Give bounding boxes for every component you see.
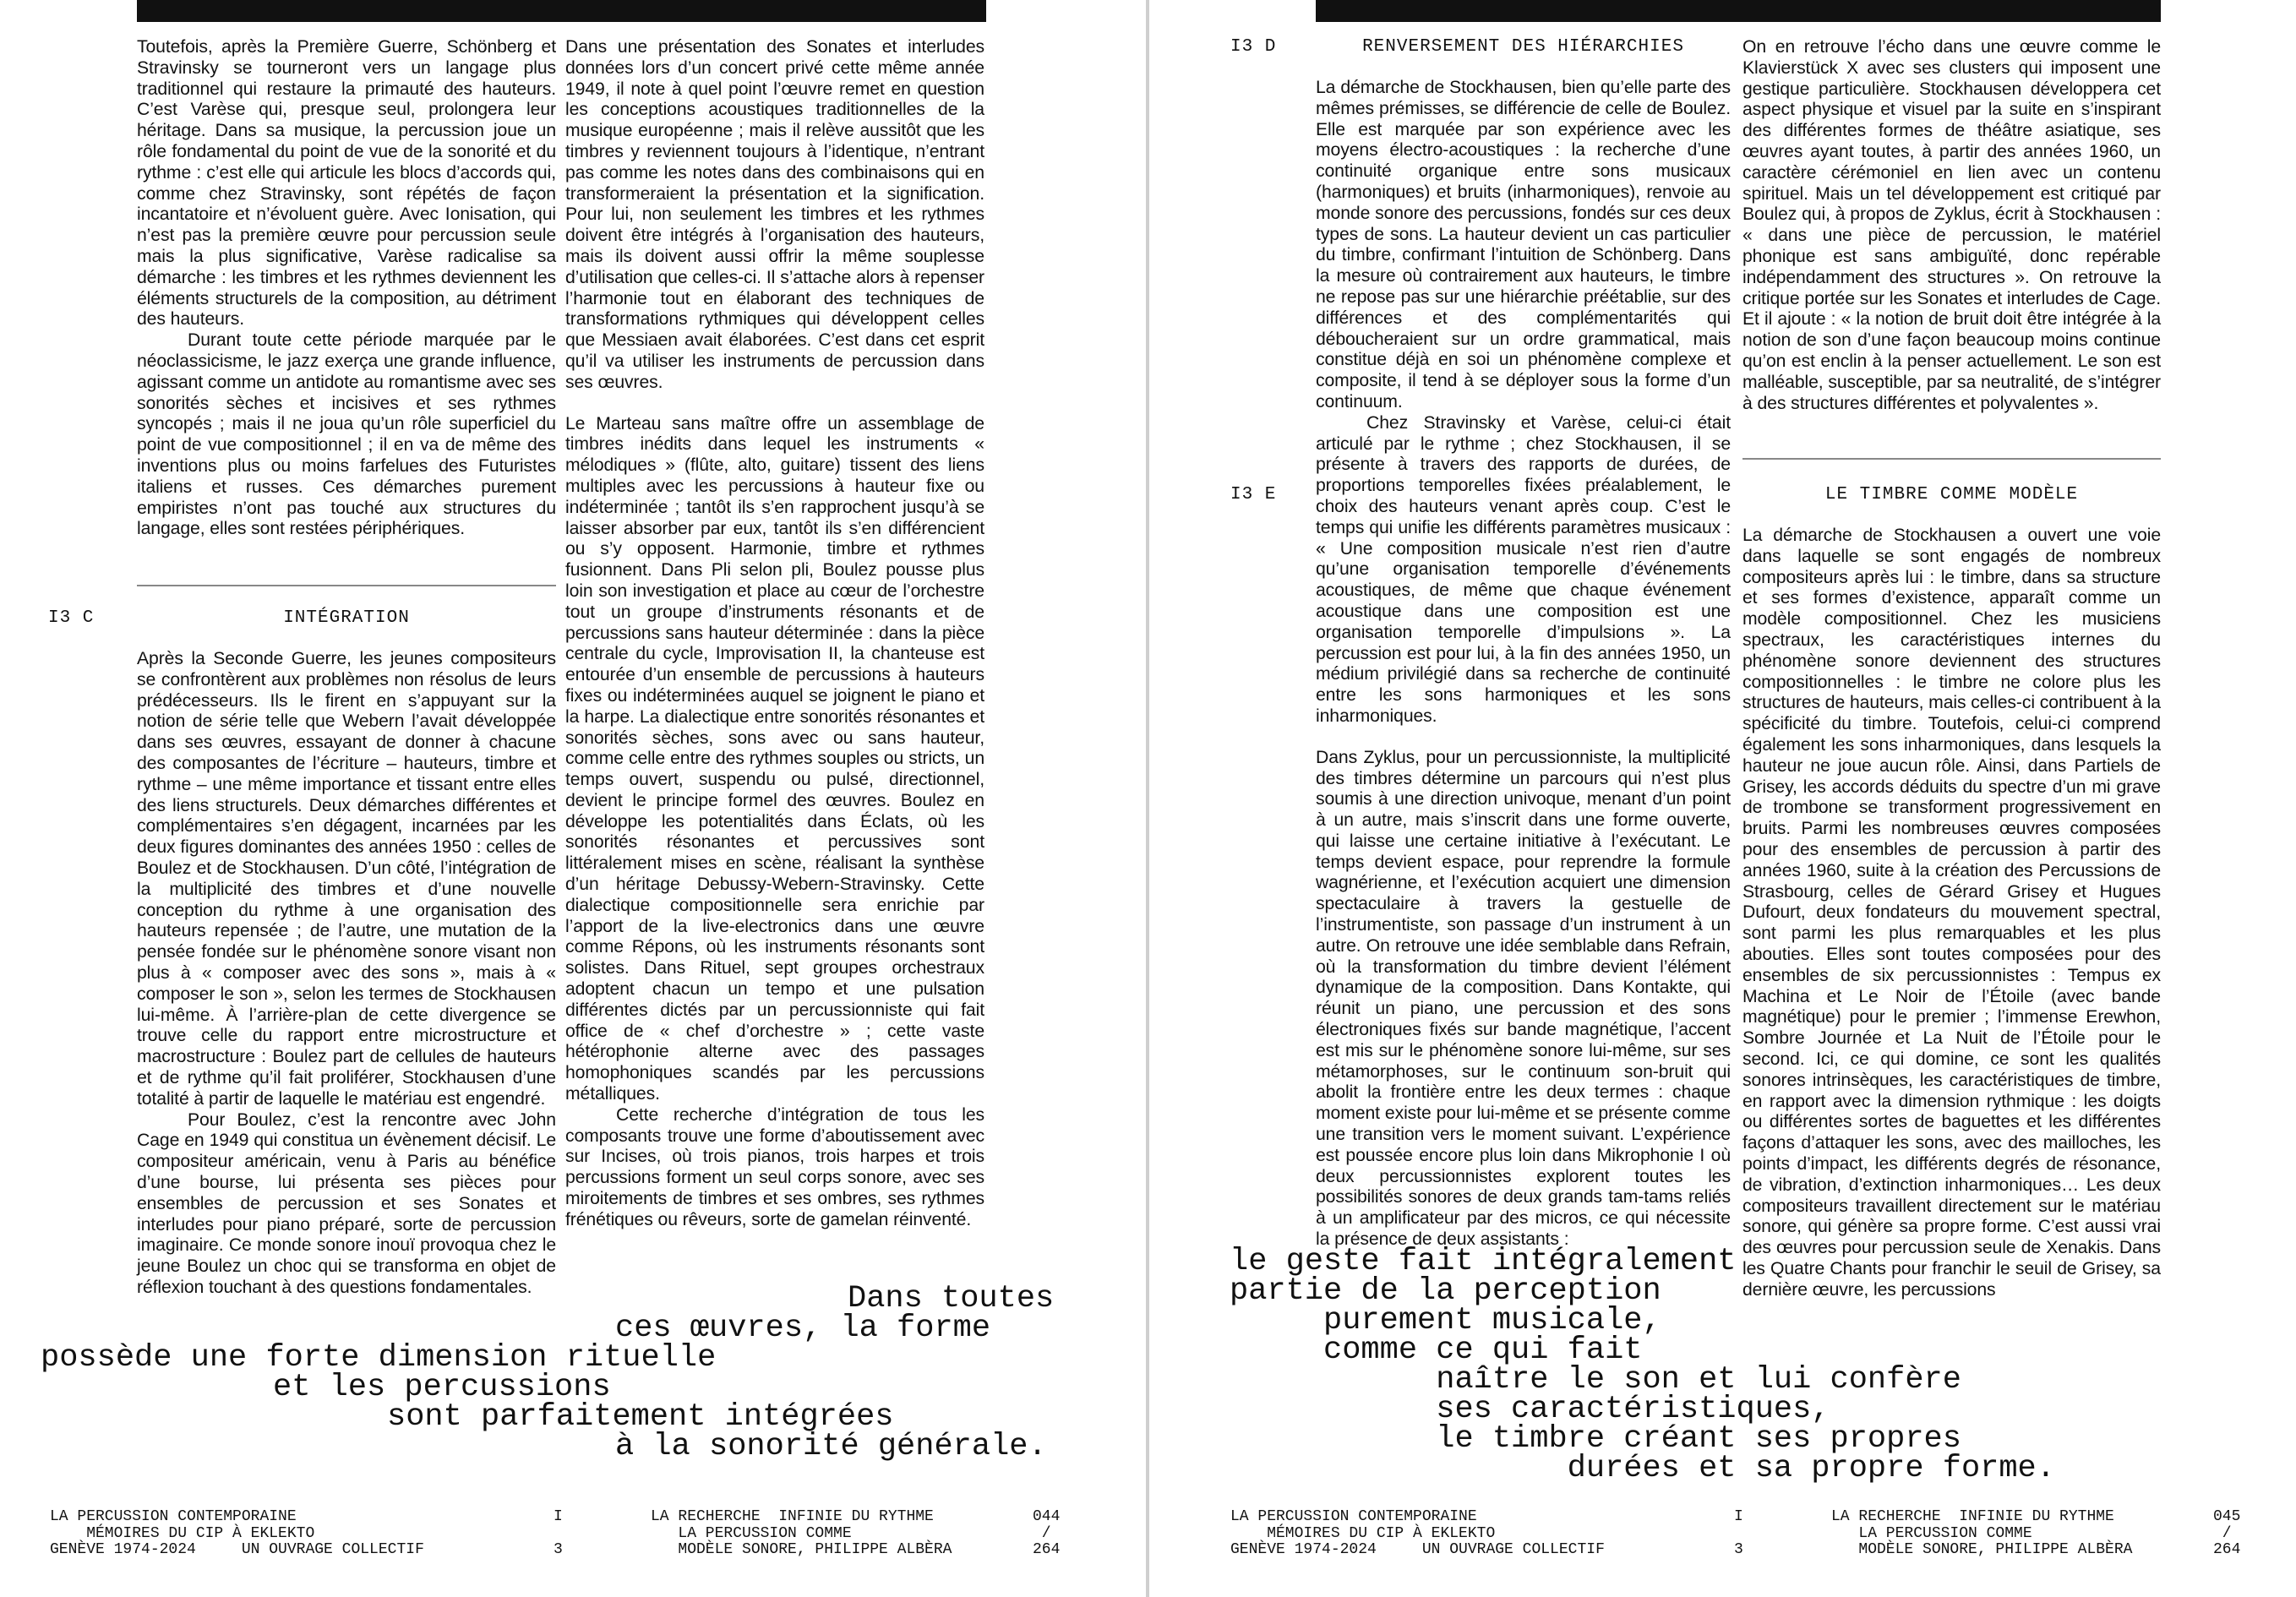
paragraph: La démarche de Stockhausen, bien qu’elle parte des mêmes prémisses, se différencie de celle de Boulez. Elle est marquée par son expérience avec les moyens électro-acoustiques : la recherche d’une continuité organique entre sons musicaux (harmoniques) et bruits (inharmoniques), renvoie au monde sonore des percussions, fondés sur ces deux types de sons. La hauteur devient un cas particulier du timbre, confirmant l’intuition de Schönberg. Dans la mesure où contrairement aux hauteurs, le timbre ne repose pas sur une hiérarchie préétablie, sur des différences et des complémentarités qui déboucheraient sur un ordre grammatical, mais constitue déjà en soi un phénomène complexe et composite, il tend à se déployer sous la forme d’un continuum.: [1316, 78, 1731, 412]
pull-quote-line: ses caractéristiques,: [1230, 1392, 1830, 1427]
right-column-2-section-e: [1742, 526, 2161, 1300]
footer-part: I 3: [1734, 1508, 1743, 1558]
paragraph: On en retrouve l’écho dans une œuvre comme le Klavierstück X avec ses clusters qui imposent une gestique particulière. Stockhausen développera cet aspect physique et visuel par la suite en s’inspirant des différentes formes de théâtre asiatique, ses œuvres ayant toutes, à partir des années 1960, un caractère cérémoniel en lien avec un contenu spirituel. Mais un tel développement est critiqué par Boulez qui, à propos de Zyklus, écrit à Stockhausen : « dans une pièce de percussion, le matériel phonique est sans ambiguïté, donc repérable indépendamment des structures ». On retrouve la critique portée sur les Sonates et interludes de Cage. Et il ajoute : « la notion de bruit doit être intégrée à la notion de son d’une façon beaucoup moins continue qu’on est enclin à la penser actuellement. Le son est malléable, susceptible, par sa neutralité, de s’intégrer à des structures différentes et polyvalentes ».: [1742, 37, 2161, 413]
paragraph: Toutefois, après la Première Guerre, Schönberg et Stravinsky se tourneront vers un langage plus traditionnel qui restaure la primauté des hauteurs. C’est Varèse qui, presque seul, prolongera leur héritage. Dans sa musique, la percussion joue un rôle fondamental du point de vue de la sonorité et du rythme : c’est elle qui articule les blocs d’accords qui, comme chez Stravinsky, sont répétés de façon incantatoire et n’évoluent guère. Avec Ionisation, qui n’est pas la première œuvre pour percussion seule mais la plus significative, Varèse radicalise sa démarche : les timbres et les rythmes deviennent les éléments structurels de la composition, au détriment des hauteurs.: [137, 37, 556, 330]
top-black-bar: [1316, 0, 2161, 22]
footer-page-number: 044 / 264: [1033, 1508, 1061, 1558]
section-title: LE TIMBRE COMME MODÈLE: [1824, 485, 2079, 504]
pull-quote-text: [41, 1281, 1055, 1464]
pull-quote: [1230, 1244, 2277, 1486]
right-column-2: [1742, 37, 2161, 414]
footer-chapter: LA RECHERCHE INFINIE DU RYTHME LA PERCUSSION COMME MODÈLE SONORE, PHILIPPE ALBÈRA: [1831, 1508, 2133, 1558]
paragraph: Après la Seconde Guerre, les jeunes compositeurs se confrontèrent aux problèmes non résolus de leurs prédécesseurs. Ils le firent en s’appuyant sur la notion de série telle que Webern l’avait développée dans ses œuvres, essayant de donner à chacune des composantes de l’écriture – hauteurs, timbre et rythme – une même importance et tissant entre elles des liens structurels. Deux démarches différentes et complémentaires s’en dégagent, incarnées par les deux figures dominantes des années 1950 : celles de Boulez et de Stockhausen. D’un côté, l’intégration de la multiplicité des timbres et d’une nouvelle conception du rythme à une organisation des hauteurs repensée ; de l’autre, une mutation de la pensée fondée sur le phénomène sonore visant non plus à « composer avec des sons », mais à « composer le son », selon les termes de Stockhausen lui-même. À l’arrière-plan de cette divergence se trouve celle du rapport entre microstructure et macrostructure : Boulez part de cellules de hauteurs et de rythme qu’il fait proliférer, Stockhausen d’une totalité à partir de laquelle le matériau est engendré.: [137, 649, 556, 1109]
section-rule: [1742, 458, 2161, 460]
section-code: I3 E: [1230, 485, 1277, 504]
footer-book-title: LA PERCUSSION CONTEMPORAINE MÉMOIRES DU CIP À EKLEKTO GENÈVE 1974-2024 UN OUVRAGE COLLECTIF: [1230, 1508, 1605, 1558]
pull-quote-line: purement musicale,: [1230, 1303, 1661, 1338]
pull-quote-line: Dans toutes: [848, 1281, 1055, 1316]
paragraph: Pour Boulez, c’est la rencontre avec John Cage en 1949 qui constitua un évènement décisif. Le compositeur américain, venu à Paris au bénéfice d’une bourse, lui présenta ses pièces pour ensembles de percussion et ses Sonates et interludes pour piano préparé, sorte de percussion imaginaire. Ce monde sonore inouï provoqua chez le jeune Boulez un choc qui se transforma en objet de réflexion touchant à des questions fondamentales.: [137, 1109, 556, 1297]
footer-book-title: LA PERCUSSION CONTEMPORAINE MÉMOIRES DU CIP À EKLEKTO GENÈVE 1974-2024 UN OUVRAGE COLLECTIF: [50, 1508, 424, 1558]
paragraph: Durant toute cette période marquée par le néoclassicisme, le jazz exerça une grande influence, agissant comme un antidote au romantisme avec ses sonorités sèches et incisives et ses rythmes syncopés ; mais il ne joua qu’un rôle superficiel du point de vue compositionnel ; il en va de même des inventions plus ou moins farfelues des Futuristes italiens et russes. Ces démarches purement empiristes n’ont pas touché aux structures du langage, elles sont restées périphériques.: [137, 330, 556, 539]
pull-quote-line: ces œuvres, la forme: [615, 1311, 991, 1346]
left-column-1-section-c: [137, 649, 556, 1299]
section-code: I3 C: [48, 608, 95, 628]
right-page: [1149, 0, 2296, 1597]
paragraph: Chez Stravinsky et Varèse, celui-ci était articulé par le rythme ; chez Stockhausen, il se présente à travers des rapports de durées, de proportions temporelles fixées préalablement, le choix des hauteurs venant après coup. C’est le temps qui unifie les différents paramètres musicaux : « Une composition musicale n’est rien d’autre qu’une organisation temporelle d’événements acoustiques, de même que chaque événement acoustique dans une composition est une organisation temporelle d’impulsions ». La percussion est pour lui, à la fin des années 1950, un médium privilégié dans sa recherche de continuité entre les sons harmoniques et les sons inharmoniques.: [1316, 412, 1731, 726]
left-column-2: [565, 37, 984, 1231]
pull-quote-line: comme ce qui fait: [1230, 1333, 1643, 1368]
pull-quote-line: le geste fait intégralement: [1230, 1244, 1737, 1279]
pull-quote-line: naître le son et lui confère: [1230, 1362, 1961, 1398]
section-title: INTÉGRATION: [283, 608, 410, 628]
paragraph: Cette recherche d’intégration de tous les composants trouve une forme d’aboutissement avec sur Incises, où trois pianos, trois harpes et trois percussions forment un seul corps sonore, avec ses miroitements de timbres et ses ombres, ses rythmes frénétiques ou rêveurs, sorte de gamelan réinventé.: [565, 1104, 984, 1229]
section-title: RENVERSEMENT DES HIÉRARCHIES: [1362, 37, 1684, 57]
pull-quote-line: à la sonorité générale.: [615, 1429, 1047, 1464]
pull-quote-line: possède une forte dimension rituelle: [41, 1340, 717, 1376]
right-column-1: [1316, 78, 1731, 1251]
pull-quote-line: partie de la perception: [1230, 1273, 1661, 1309]
left-page: [0, 0, 1146, 1597]
footer-chapter: LA RECHERCHE INFINIE DU RYTHME LA PERCUSSION COMME MODÈLE SONORE, PHILIPPE ALBÈRA: [651, 1508, 952, 1558]
pull-quote: [41, 1281, 1055, 1464]
footer-page-number: 045 / 264: [2213, 1508, 2241, 1558]
top-black-bar: [137, 0, 986, 22]
pull-quote-line: le timbre créant ses propres: [1230, 1421, 1961, 1457]
paragraph: Dans une présentation des Sonates et interludes données lors d’un concert privé cette même année 1949, il note à quel point l’œuvre remet en question les conceptions acoustiques traditionnelles de la musique européenne ; mais il relève aussitôt que les timbres y reviennent toujours à l’identique, n’entrant pas comme les notes dans des combinaisons qui en transformeraient la présentation et la signification. Pour lui, non seulement les timbres et les rythmes doivent être intégrés à l’organisation des hauteurs, mais ils doivent aussi offrir la même souplesse d’utilisation que celles-ci. Il s’attache alors à repenser l’harmonie tout en élaborant des techniques de transformations rythmiques qui développent celles que Messiaen avait élaborées. C’est dans cet esprit qu’il va utiliser les instruments de percussion dans ses œuvres.: [565, 37, 984, 392]
section-rule: [137, 585, 556, 586]
pull-quote-line: et les percussions: [273, 1370, 611, 1405]
paragraph: La démarche de Stockhausen a ouvert une voie dans laquelle se sont engagés de nombreux compositeurs après lui : le timbre, dans sa structure et ses formes d’existence, apparaît comme un modèle compositionnel. Chez les musiciens spectraux, les caractéristiques internes du phénomène sonore deviennent des structures compositionnelles : le timbre ne colore plus les structures de hauteurs, mais celles-ci contribuent à la spécificité du timbre. Toutefois, celui-ci comprend également les sons inharmoniques, dans lesquels la hauteur ne joue aucun rôle. Ainsi, dans Partiels de Grisey, les accords déduits du spectre d’un mi grave de trombone se transforment progressivement en bruits. Parmi les nombreuses œuvres composées pour des ensembles de percussion à partir des années 1960, suite à la création des Percussions de Strasbourg, celles de Gérard Grisey et Hugues Dufourt, deux fondateurs du mouvement spectral, sont parmi les plus remarquables et les plus abouties. Elles sont toutes composées pour des ensembles de six percussionnistes : Tempus ex Machina et Le Noir de l’Étoile (avec bande magnétique) pour le premier ; l’immense Erewhon, Sombre Journée et La Nuit de l’Étoile pour le second. Ici, ce qui domine, ce sont les qualités sonores intrinsèques, les caractéristiques de timbre, en rapport avec la dimension rythmique : les doigts ou différentes sortes de baguettes et les différentes façons d’attaquer les sons, avec des mailloches, les points d’impact, les différents degrés de résonance, de vibration, d’extinction inharmoniques… Les deux compositeurs travaillent directement sur le matériau sonore, qui génère sa propre forme. C’est aussi vrai des œuvres pour percussion seule de Xenakis. Dans les Quatre Chants pour franchir le seuil de Grisey, sa dernière œuvre, les percussions: [1742, 526, 2161, 1300]
paragraph: Le Marteau sans maître offre un assemblage de timbres inédits dans lequel les instruments « mélodiques » (flûte, alto, guitare) tissent des liens multiples avec les percussions à hauteur fixe ou indéterminée ; tantôt ils s’en rapprochent jusqu’à se laisser absorber par eux, tantôt ils s’en différencient ou s’y opposent. Harmonie, timbre et rythmes fusionnent. Dans Pli selon pli, Boulez pousse plus loin son investigation et place au cœur de l’orchestre tout un groupe d’instruments résonants et de percussions sans hauteur déterminée : dans la pièce centrale du cycle, Improvisation II, la chanteuse est entourée d’un ensemble de percussions à hauteurs fixes ou indéterminées auquel se joignent le piano et la harpe. La dialectique entre sonorités résonantes et sonorités sèches, sons avec ou sans hauteur, comme celle entre des rythmes souples ou stricts, un temps ouvert, suspendu ou pulsé, directionnel, devient le principe formel des œuvres. Boulez en développe les potentialités dans Éclats, où les sonorités résonantes et percussives sont littéralement mises en scène, réalisant la synthèse d’un héritage Debussy-Webern-Stravinsky. Cette dialectique compositionnelle sera enrichie par l’apport de la live-electronics dans une œuvre comme Répons, où les instruments résonants sont solistes. Dans Rituel, sept groupes orchestraux adoptent chacun un tempo et une pulsation différentes dictés par un percussionniste qui fait office de « chef d’orchestre » ; cette vaste hétérophonie alterne avec des passages homophoniques scandés par les percussions métalliques.: [565, 413, 984, 1104]
pull-quote-text: [1230, 1244, 2277, 1486]
footer-part: I 3: [554, 1508, 563, 1558]
pull-quote-line: sont parfaitement intégrées: [387, 1399, 894, 1435]
section-code: I3 D: [1230, 37, 1277, 57]
pull-quote-line: durées et sa propre forme.: [1230, 1451, 2055, 1486]
left-column-1: [137, 37, 556, 540]
paragraph: Dans Zyklus, pour un percussionniste, la multiplicité des timbres détermine un parcours qui n’est plus soumis à une direction univoque, menant d’un point à un autre, mais s’inscrit dans une forme ouverte, qui laisse une certaine initiative à l’exécutant. Le temps devient espace, pour reprendre la formule wagnérienne, et l’exécution acquiert une dimension spectaculaire à travers la gestuelle de l’instrumentiste, son passage d’un instrument à un autre. On retrouve une idée semblable dans Refrain, où la transformation du timbre devient l’élément dynamique de la composition. Dans Kontakte, qui réunit un piano, une percussion et des sons électroniques fixés sur bande magnétique, l’accent est mis sur le phénomène sonore lui-même, sur ses métamorphoses, sur le continuum son-bruit qui abolit la frontière entre les deux termes : chaque moment existe pour lui-même et se présente comme une transition vers le moment suivant. L’expérience est poussée encore plus loin dans Mikrophonie I où deux percussionnistes explorent toutes les possibilités sonores de deux grands tam-tams reliés à un amplificateur par des micros, ce qui nécessite la présence de deux assistants :: [1316, 747, 1731, 1250]
